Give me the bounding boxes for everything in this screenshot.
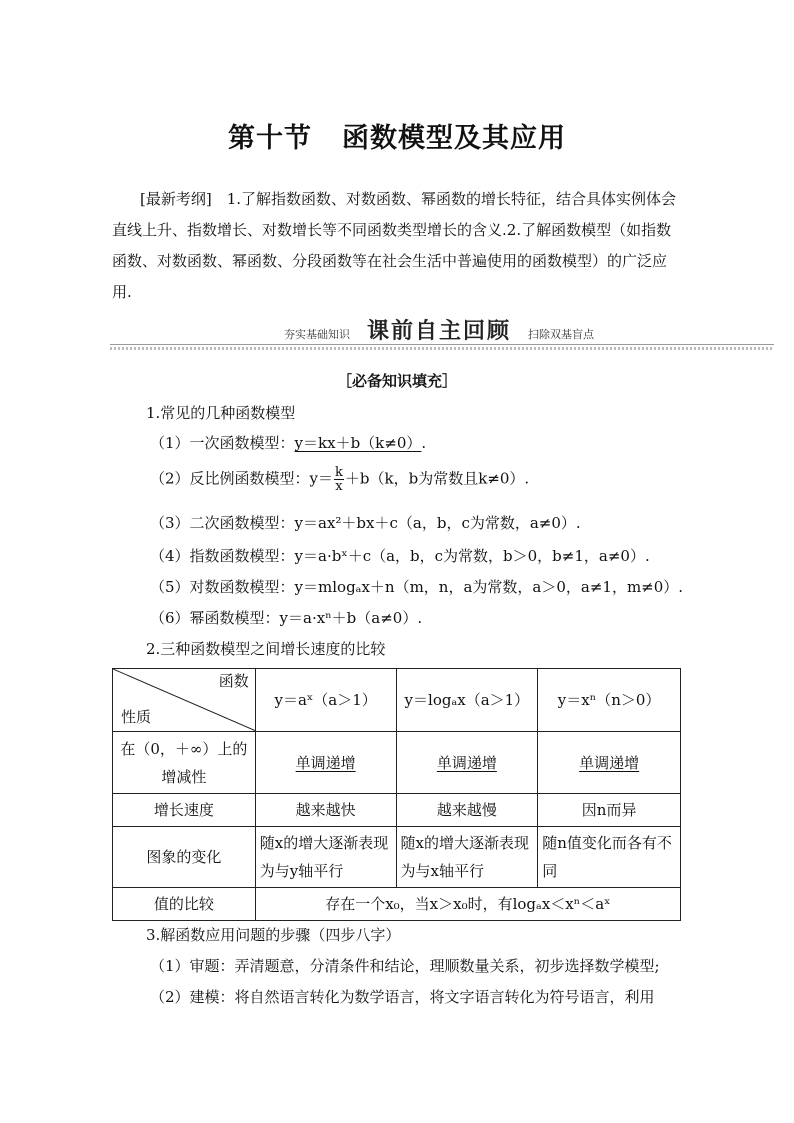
model-inverse: （2）反比例函数模型：y＝ $\frac{k}{x}$ ＋b（k，b为常数且k≠0）.	[150, 465, 530, 494]
section-banner	[110, 314, 774, 354]
table-cell: 单调递增	[538, 732, 681, 794]
table-cell: 随x的增大逐渐表现为与y轴平行	[255, 827, 396, 888]
model-linear: （1）一次函数模型：y＝kx＋b（k≠0）.	[150, 434, 427, 452]
table-cell: 随x的增大逐渐表现为与x轴平行	[396, 827, 538, 888]
comparison-table	[112, 668, 681, 921]
knowledge-section-heading: ［必备知识填充］	[336, 372, 457, 390]
title-section-number: 第十节	[228, 123, 312, 154]
table-cell: 因n而异	[538, 794, 681, 827]
table-merged-cell: 存在一个x₀，当x＞x₀时，有logₐx＜xⁿ＜aˣ	[255, 888, 680, 921]
s3-heading: 3.解函数应用问题的步骤（四步八字）	[146, 926, 401, 944]
table-row	[113, 888, 681, 921]
table-cell: 随n值变化而各有不同	[538, 827, 681, 888]
table-row-label: 值的比较	[113, 888, 256, 921]
fraction-k-over-x: $\frac{k}{x}$	[335, 465, 343, 494]
s3-step-2: （2）建模：将自然语言转化为数学语言，将文字语言转化为符号语言，利用	[150, 988, 655, 1006]
table-row-label: 在（0，＋∞）上的增减性	[113, 732, 256, 794]
table-corner-cell: 函数 性质	[113, 669, 256, 732]
table-header-row	[113, 669, 681, 732]
model-exponential: （4）指数函数模型：y＝a·bˣ＋c（a，b，c为常数，b＞0，b≠1，a≠0）.	[150, 547, 650, 565]
table-col-header: y＝aˣ（a＞1）	[255, 669, 396, 732]
banner-divider-dots	[110, 347, 774, 350]
model-logarithmic: （5）对数函数模型：y＝mlogₐx＋n（m，n，a为常数，a＞0，a≠1，m≠0）.	[150, 578, 684, 596]
banner-right-text: 扫除双基盲点	[528, 328, 594, 341]
page-title	[0, 116, 794, 155]
model-linear-formula: y＝kx＋b（k≠0）	[294, 434, 422, 452]
table-col-header: y＝logₐx（a＞1）	[396, 669, 538, 732]
title-section-name: 函数模型及其应用	[342, 123, 566, 154]
table-col-header: y＝xⁿ（n＞0）	[538, 669, 681, 732]
table-row	[113, 827, 681, 888]
table-row-label: 增长速度	[113, 794, 256, 827]
table-cell: 单调递增	[396, 732, 538, 794]
banner-left-text: 夯实基础知识	[284, 328, 350, 341]
table-row-label: 图象的变化	[113, 827, 256, 888]
table-cell: 越来越慢	[396, 794, 538, 827]
model-power: （6）幂函数模型：y＝a·xⁿ＋b（a≠0）.	[150, 609, 423, 627]
syllabus-paragraph: [最新考纲] 1.了解指数函数、对数函数、幂函数的增长特征，结合具体实例体会直线上升、指数增长、对数增长等不同函数类型增长的含义.2.了解函数模型（如指数函数、对数函数、幂函数、分段函数等在社会生活中普遍使用的函数模型）的广泛应用.	[112, 190, 677, 301]
s2-heading: 2.三种函数模型之间增长速度的比较	[146, 640, 386, 658]
table-cell: 越来越快	[255, 794, 396, 827]
banner-divider	[110, 344, 774, 345]
s3-step-1: （1）审题：弄清题意，分清条件和结论，理顺数量关系，初步选择数学模型;	[150, 957, 660, 975]
banner-title: 课前自主回顾	[367, 319, 512, 344]
model-quadratic: （3）二次函数模型：y＝ax²＋bx＋c（a，b，c为常数，a≠0）.	[150, 514, 581, 532]
table-row	[113, 732, 681, 794]
table-cell: 单调递增	[255, 732, 396, 794]
table-row	[113, 794, 681, 827]
s1-heading: 1.常见的几种函数模型	[146, 404, 296, 422]
